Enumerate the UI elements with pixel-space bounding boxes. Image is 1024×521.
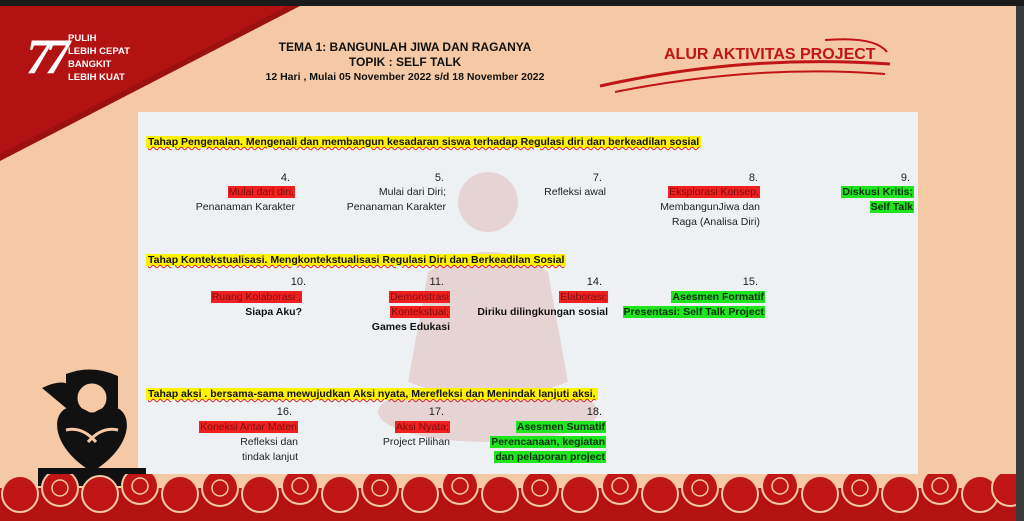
heart-hug-figure-icon (36, 368, 148, 486)
step-text: Refleksi dan (240, 436, 298, 448)
step-text: Refleksi awal (544, 186, 606, 198)
step-number: 5. (434, 172, 444, 184)
step-item (458, 290, 608, 320)
tagline-line: LEBIH KUAT (68, 72, 125, 83)
logo-77: 77 (26, 28, 64, 84)
step-text: Kontekstual; (391, 306, 449, 318)
step-text: Siapa Aku? (245, 306, 302, 318)
tagline-line: LEBIH CEPAT (68, 46, 130, 57)
step-number: 18. (586, 406, 602, 418)
step-item (488, 185, 606, 200)
step-number: 11. (429, 276, 444, 288)
presentation-slide (0, 6, 1016, 521)
step-item (188, 290, 302, 320)
tagline-line: BANGKIT (68, 59, 112, 70)
step-text: Diriku dilingkungan sosial (477, 306, 608, 318)
step-item (608, 290, 765, 320)
step-item (338, 420, 450, 450)
theme-title: TEMA 1: BANGUNLAH JIWA DAN RAGANYA (278, 40, 532, 54)
cloud-pattern-icon (0, 474, 1016, 521)
alur-aktivitas-title: ALUR AKTIVITAS PROJECT (664, 46, 876, 63)
step-text: dan pelaporan project (495, 451, 605, 463)
step-text: Games Edukasi (371, 321, 450, 333)
step-text: Aksi Nyata; (395, 421, 449, 433)
step-text: Koneksi Antar Materi (200, 421, 297, 433)
step-number: 9. (900, 172, 910, 184)
step-text: Self Talk (870, 201, 913, 213)
section-title-aksi: Tahap aksi . bersama-sama mewujudkan Aksi nyata, Merefleksi dan Menindak lanjuti aksi. (148, 388, 596, 400)
step-item (808, 185, 914, 215)
step-item (180, 185, 295, 215)
step-text: Elaborasi; (560, 291, 607, 303)
step-number: 7. (592, 172, 602, 184)
step-number: 14. (586, 276, 602, 288)
window-scrollbar[interactable] (1016, 6, 1024, 521)
section-title-kontekstualisasi: Tahap Kontekstualisasi. Mengkontekstualisasi Regulasi Diri dan Berkeadilan Sosial (148, 254, 565, 266)
step-text: Asesmen Sumatif (516, 421, 605, 433)
step-text: Perencanaan, kegiatan (491, 436, 605, 448)
step-text: Mulai dari Diri; (378, 186, 446, 198)
step-item (336, 290, 450, 335)
tagline-line: PULIH (68, 33, 97, 44)
step-text: Presentasi: Self Talk Project (623, 306, 764, 318)
activity-panel (138, 112, 918, 474)
step-text: Project Pilihan (382, 436, 450, 448)
date-range: 12 Hari , Mulai 05 November 2022 s/d 18 November 2022 (265, 71, 545, 83)
step-item (182, 420, 298, 465)
step-text: Eksplorasi Konsep, (669, 186, 759, 198)
step-item (638, 185, 760, 230)
step-text: Asesmen Formatif (672, 291, 764, 303)
topic-title: TOPIK : SELF TALK (348, 55, 462, 69)
step-text: MembangunJiwa dan (660, 201, 760, 213)
step-text: Penanaman Karakter (346, 201, 446, 213)
logo-tagline (68, 32, 130, 84)
step-number: 15. (742, 276, 758, 288)
section-title-pengenalan: Tahap Pengenalan. Mengenali dan membangun kesadaran siswa terhadap Regulasi diri dan berkeadilan sosial (148, 136, 700, 148)
step-text: Penanaman Karakter (195, 201, 295, 213)
step-text: Raga (Analisa Diri) (671, 216, 760, 228)
step-text: Ruang Kolaborasi ; (211, 291, 301, 303)
step-number: 8. (748, 172, 758, 184)
step-text: Demonstrasi (390, 291, 449, 303)
slide-header (240, 40, 570, 85)
step-number: 16. (276, 406, 292, 418)
step-text: Diskusi Kritis; (842, 186, 913, 198)
step-item (328, 185, 446, 215)
swoosh-decoration-icon (595, 34, 895, 94)
step-item (468, 420, 606, 465)
step-text: Mulai dari diri, (228, 186, 294, 198)
step-number: 17. (428, 406, 444, 418)
step-number: 4. (280, 172, 290, 184)
step-number: 10. (290, 276, 306, 288)
step-text: tindak lanjut (241, 451, 298, 463)
